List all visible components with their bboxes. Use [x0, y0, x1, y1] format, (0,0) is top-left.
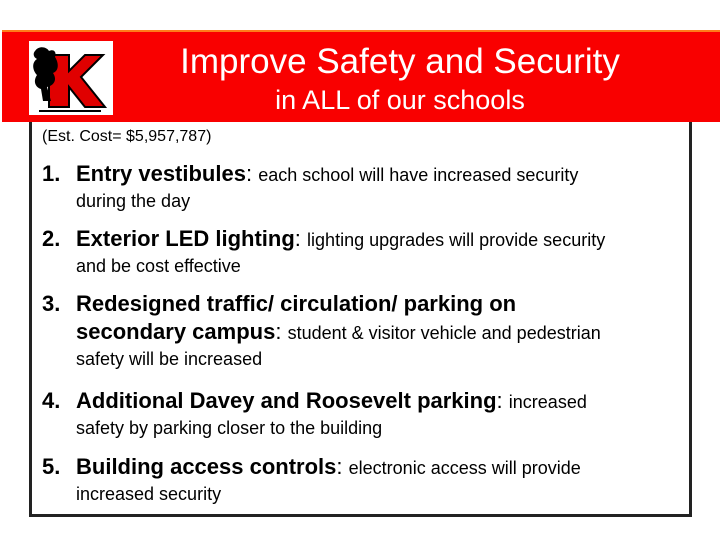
list-item-redesigned-traffic	[42, 290, 687, 371]
item-title: Entry vestibules	[76, 161, 246, 186]
school-mascot-logo-icon	[29, 41, 113, 115]
item-number: 3.	[42, 291, 61, 316]
item-number: 5.	[42, 454, 61, 479]
item-description: electronic access will provide	[348, 458, 581, 478]
list-item-exterior-led-lighting	[42, 225, 687, 278]
item-separator: :	[245, 161, 253, 186]
estimated-cost: (Est. Cost= $5,957,787)	[42, 128, 212, 145]
item-description: lighting upgrades will provide security	[307, 230, 606, 250]
item-number: 4.	[42, 388, 61, 413]
title-banner	[2, 30, 720, 122]
page-subtitle: in ALL of our schools	[275, 85, 525, 115]
item-number: 2.	[42, 226, 61, 251]
item-description-cont: safety by parking closer to the building	[76, 418, 383, 438]
item-description-cont: safety will be increased	[76, 349, 263, 369]
content-box	[29, 122, 692, 517]
item-description-cont: increased security	[76, 484, 222, 504]
item-separator: :	[336, 454, 343, 479]
item-description-cont: and be cost effective	[76, 256, 241, 276]
item-title: Building access controls	[76, 454, 337, 479]
item-title-cont: secondary campus	[76, 319, 276, 344]
list-item-additional-parking	[42, 387, 687, 440]
list-item-building-access-controls	[42, 453, 687, 506]
page-title: Improve Safety and Security	[180, 42, 620, 81]
item-separator: :	[496, 388, 503, 413]
list-item-entry-vestibules	[42, 160, 687, 213]
item-description: student & visitor vehicle and pedestrian	[287, 323, 601, 343]
item-title: Additional Davey and Roosevelt parking	[76, 388, 497, 413]
item-number: 1.	[42, 161, 61, 186]
item-description-cont: during the day	[76, 191, 191, 211]
item-title: Redesigned traffic/ circulation/ parking on	[76, 291, 517, 316]
school-logo	[29, 41, 113, 115]
item-description: each school will have increased security	[258, 165, 579, 185]
item-title: Exterior LED lighting	[76, 226, 295, 251]
item-description: increased	[508, 392, 587, 412]
item-separator: :	[294, 226, 301, 251]
item-separator: :	[275, 319, 282, 344]
